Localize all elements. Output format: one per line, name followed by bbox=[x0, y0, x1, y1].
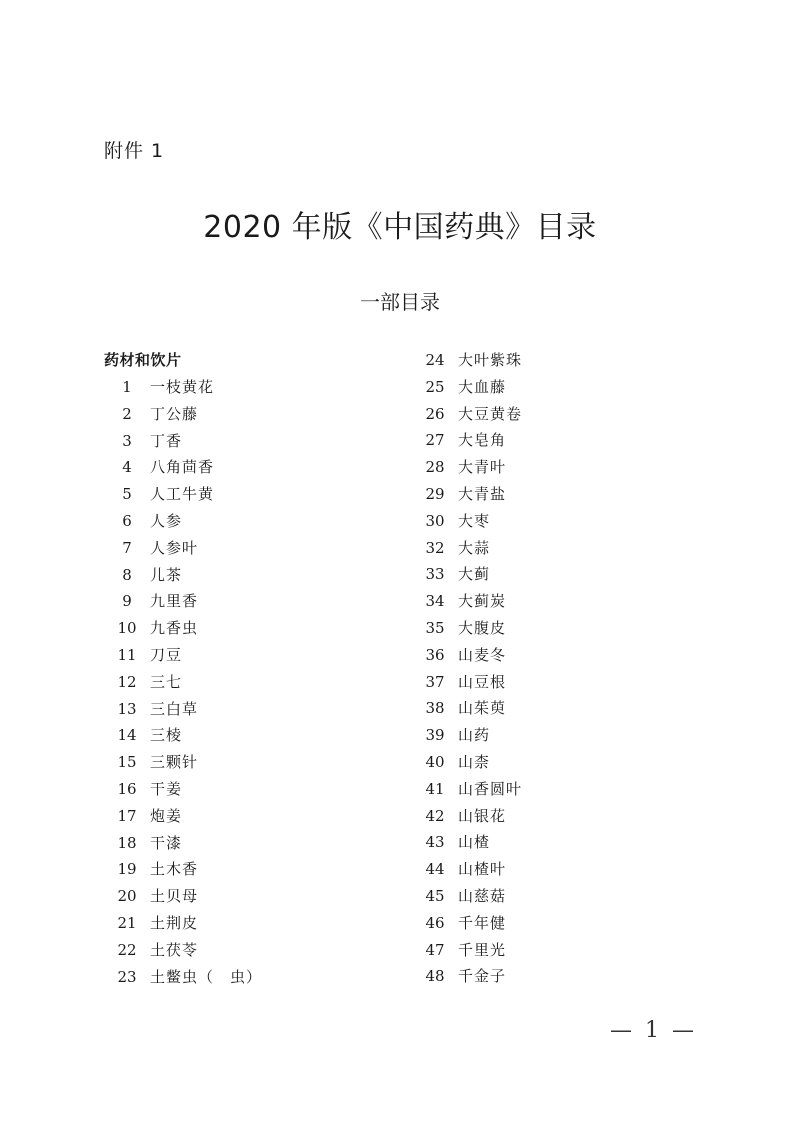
list-item bbox=[104, 803, 262, 830]
item-number: 22 bbox=[117, 940, 137, 959]
list-item bbox=[412, 508, 522, 535]
item-number: 40 bbox=[425, 752, 445, 771]
list-item bbox=[104, 508, 262, 535]
item-number: 21 bbox=[117, 913, 137, 932]
list-item bbox=[412, 695, 522, 722]
list-item bbox=[412, 374, 522, 401]
item-number: 35 bbox=[425, 618, 445, 637]
item-name: 八角茴香 bbox=[150, 458, 215, 477]
item-name: 千金子 bbox=[458, 967, 507, 986]
list-item bbox=[412, 829, 522, 856]
item-name: 大蒜 bbox=[458, 538, 491, 557]
item-number: 34 bbox=[425, 592, 445, 611]
item-number: 28 bbox=[425, 458, 445, 477]
item-name: 山豆根 bbox=[458, 672, 507, 691]
list-item bbox=[104, 615, 262, 642]
item-name: 山茱萸 bbox=[458, 699, 507, 718]
item-name: 九里香 bbox=[150, 592, 199, 611]
item-name: 人参叶 bbox=[150, 538, 199, 557]
item-name: 大蓟 bbox=[458, 565, 491, 584]
item-name: 丁公藤 bbox=[150, 404, 199, 423]
item-number: 16 bbox=[117, 779, 137, 798]
list-item bbox=[104, 562, 262, 589]
list-item bbox=[104, 428, 262, 455]
item-name: 土贝母 bbox=[150, 887, 199, 906]
item-number: 37 bbox=[425, 672, 445, 691]
item-name: 山楂 bbox=[458, 833, 491, 852]
item-number: 23 bbox=[117, 967, 137, 986]
list-item bbox=[412, 910, 522, 937]
list-item bbox=[412, 856, 522, 883]
list-item bbox=[412, 454, 522, 481]
item-name: 三颗针 bbox=[150, 753, 199, 772]
list-item bbox=[412, 749, 522, 776]
item-number: 43 bbox=[425, 833, 445, 852]
item-name: 大枣 bbox=[458, 511, 491, 530]
item-name: 九香虫 bbox=[150, 619, 199, 638]
left-column-list bbox=[104, 374, 262, 990]
item-name: 山银花 bbox=[458, 806, 507, 825]
list-item bbox=[412, 427, 522, 454]
item-number: 46 bbox=[425, 913, 445, 932]
item-number: 30 bbox=[425, 511, 445, 530]
list-item bbox=[104, 642, 262, 669]
item-number: 11 bbox=[117, 645, 137, 664]
item-number: 1 bbox=[122, 378, 132, 396]
list-item bbox=[104, 481, 262, 508]
list-item bbox=[104, 588, 262, 615]
list-item bbox=[412, 803, 522, 830]
list-item bbox=[412, 615, 522, 642]
item-name: 炮姜 bbox=[150, 806, 183, 825]
item-number: 15 bbox=[117, 753, 137, 772]
item-number: 18 bbox=[117, 833, 137, 852]
list-item bbox=[104, 749, 262, 776]
item-name: 大血藤 bbox=[458, 377, 507, 396]
list-item bbox=[412, 481, 522, 508]
item-number: 44 bbox=[425, 860, 445, 879]
item-name: 千年健 bbox=[458, 913, 507, 932]
item-name: 山药 bbox=[458, 726, 491, 745]
list-item bbox=[104, 964, 262, 991]
list-item bbox=[104, 669, 262, 696]
list-item bbox=[412, 588, 522, 615]
list-item bbox=[104, 937, 262, 964]
item-number: 17 bbox=[117, 806, 137, 825]
document-subtitle: 一部目录 bbox=[360, 290, 440, 314]
list-item bbox=[104, 374, 262, 401]
item-name: 山楂叶 bbox=[458, 860, 507, 879]
list-item bbox=[104, 883, 262, 910]
right-column-list bbox=[412, 347, 522, 990]
item-name: 土木香 bbox=[150, 860, 199, 879]
item-number: 29 bbox=[425, 484, 445, 503]
item-number: 7 bbox=[122, 538, 132, 557]
item-number: 9 bbox=[122, 592, 132, 611]
item-name: 土茯苓 bbox=[150, 940, 199, 959]
item-number: 26 bbox=[425, 404, 445, 423]
item-number: 41 bbox=[425, 779, 445, 798]
item-number: 38 bbox=[425, 699, 445, 718]
item-number: 5 bbox=[122, 485, 132, 504]
item-name: 大蓟炭 bbox=[458, 592, 507, 611]
item-name: 山慈菇 bbox=[458, 886, 507, 905]
item-name: 丁香 bbox=[150, 431, 183, 450]
item-number: 4 bbox=[122, 458, 132, 477]
item-number: 42 bbox=[425, 806, 445, 825]
item-number: 3 bbox=[122, 431, 132, 450]
list-item bbox=[104, 401, 262, 428]
list-item bbox=[412, 347, 522, 374]
list-item bbox=[104, 830, 262, 857]
section-heading: 药材和饮片 bbox=[104, 351, 182, 369]
item-name: 土鳖虫（ 虫） bbox=[150, 967, 263, 986]
item-name: 山香圆叶 bbox=[458, 779, 523, 798]
item-name: 人工牛黄 bbox=[150, 485, 215, 504]
list-item bbox=[104, 910, 262, 937]
item-name: 刀豆 bbox=[150, 645, 183, 664]
item-name: 大青叶 bbox=[458, 458, 507, 477]
item-number: 6 bbox=[122, 511, 132, 530]
list-item bbox=[412, 535, 522, 562]
list-item bbox=[412, 401, 522, 428]
list-item bbox=[104, 776, 262, 803]
item-number: 8 bbox=[122, 565, 132, 584]
list-item bbox=[412, 669, 522, 696]
item-name: 土荆皮 bbox=[150, 913, 199, 932]
item-name: 大青盐 bbox=[458, 484, 507, 503]
list-item bbox=[104, 696, 262, 723]
item-name: 大腹皮 bbox=[458, 618, 507, 637]
list-item bbox=[412, 937, 522, 964]
item-number: 48 bbox=[425, 967, 445, 986]
item-name: 大叶紫珠 bbox=[458, 351, 523, 369]
item-name: 千里光 bbox=[458, 940, 507, 959]
list-item bbox=[412, 561, 522, 588]
list-item bbox=[412, 963, 522, 990]
list-item bbox=[104, 856, 262, 883]
item-number: 32 bbox=[425, 538, 445, 557]
item-number: 20 bbox=[117, 887, 137, 906]
item-number: 14 bbox=[117, 726, 137, 745]
item-number: 36 bbox=[425, 645, 445, 664]
item-number: 47 bbox=[425, 940, 445, 959]
item-number: 19 bbox=[117, 860, 137, 879]
item-name: 山柰 bbox=[458, 752, 491, 771]
list-item bbox=[104, 722, 262, 749]
item-name: 三白草 bbox=[150, 699, 199, 718]
item-name: 三七 bbox=[150, 672, 183, 691]
item-number: 27 bbox=[425, 431, 445, 450]
item-number: 45 bbox=[425, 886, 445, 905]
list-item bbox=[412, 883, 522, 910]
item-number: 25 bbox=[425, 377, 445, 396]
item-number: 24 bbox=[425, 351, 445, 369]
item-name: 大皂角 bbox=[458, 431, 507, 450]
item-name: 大豆黄卷 bbox=[458, 404, 523, 423]
list-item bbox=[412, 642, 522, 669]
item-number: 39 bbox=[425, 726, 445, 745]
item-name: 干姜 bbox=[150, 779, 183, 798]
item-name: 一枝黄花 bbox=[150, 378, 215, 396]
list-item bbox=[104, 535, 262, 562]
list-item bbox=[412, 722, 522, 749]
list-item bbox=[412, 776, 522, 803]
item-number: 12 bbox=[117, 672, 137, 691]
list-item bbox=[104, 454, 262, 481]
item-name: 干漆 bbox=[150, 833, 183, 852]
item-number: 33 bbox=[425, 565, 445, 584]
item-name: 儿茶 bbox=[150, 565, 183, 584]
item-name: 三棱 bbox=[150, 726, 183, 745]
item-number: 2 bbox=[122, 404, 132, 423]
document-title: 2020 年版《中国药典》目录 bbox=[203, 210, 597, 245]
attachment-label: 附件 1 bbox=[104, 140, 165, 162]
item-number: 10 bbox=[117, 619, 137, 638]
item-name: 山麦冬 bbox=[458, 645, 507, 664]
item-name: 人参 bbox=[150, 511, 183, 530]
page-number: — 1 — bbox=[610, 1018, 697, 1043]
item-number: 13 bbox=[117, 699, 137, 718]
